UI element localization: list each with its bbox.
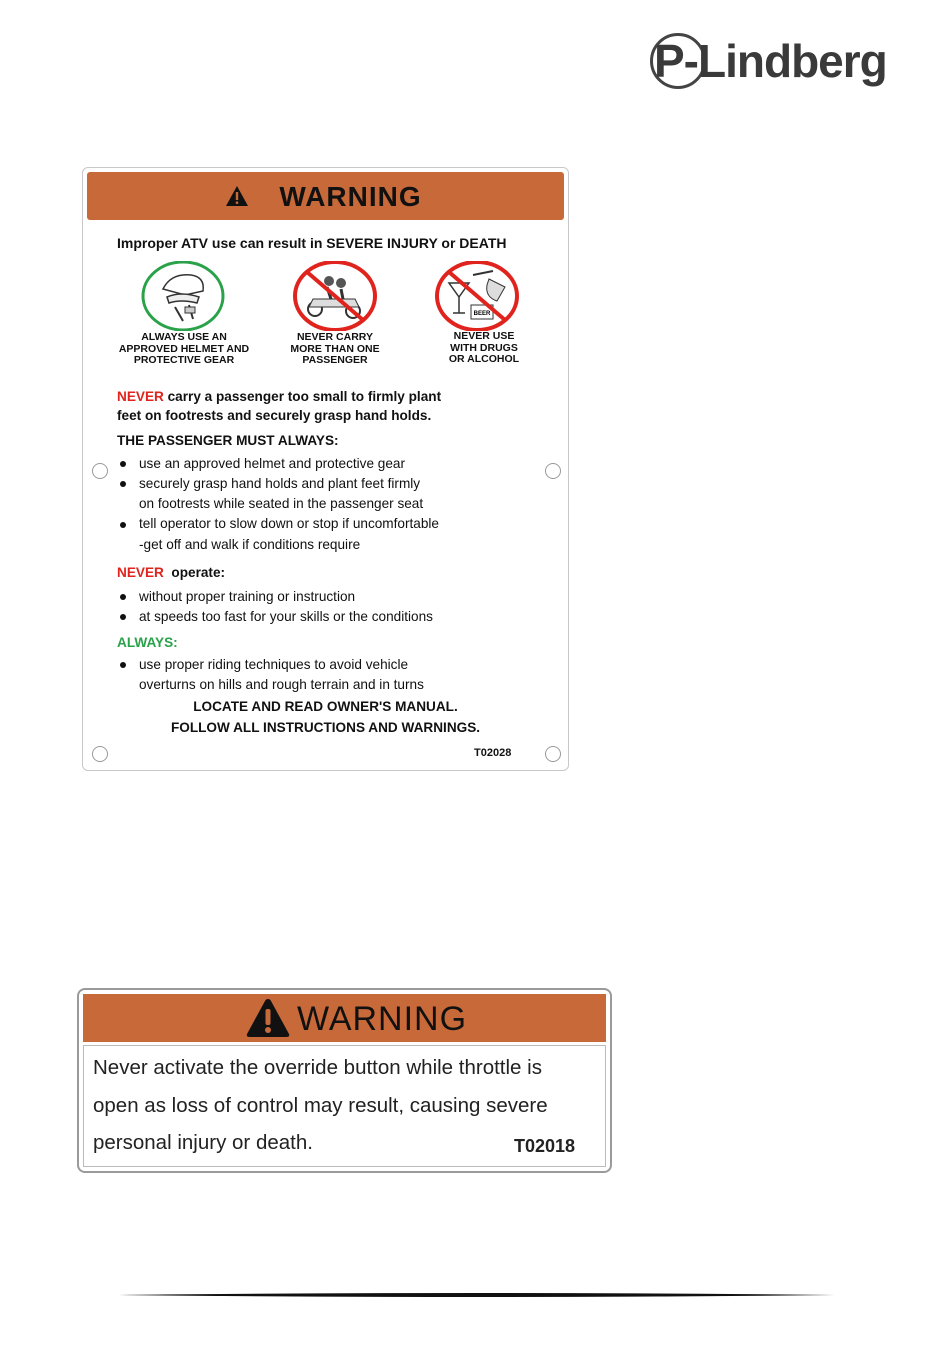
passenger-item: on footrests while seated in the passenger seat (139, 496, 424, 511)
override-warning-label (77, 988, 612, 1173)
never-carry-line2: feet on footrests and securely grasp hand holds. (117, 408, 432, 423)
no-drugs-alcohol-icon (435, 261, 519, 331)
intro-text: Improper ATV use can result in SEVERE INJURY or DEATH (117, 235, 507, 251)
footer-divider (119, 1293, 835, 1297)
pictogram-caption: NEVER USE WITH DRUGS OR ALCOHOL (448, 330, 520, 366)
warning-header (87, 172, 564, 220)
passenger-heading: THE PASSENGER MUST ALWAYS: (117, 433, 339, 448)
bullet (120, 662, 126, 668)
mount-hole (92, 746, 108, 762)
always-item: use proper riding techniques to avoid vehicle (139, 657, 409, 672)
closing-line: LOCATE AND READ OWNER'S MANUAL. (193, 699, 458, 714)
bullet (120, 522, 126, 528)
operate-item: without proper training or instruction (139, 589, 356, 604)
pictogram-caption: ALWAYS USE AN APPROVED HELMET AND PROTECTIVE GEAR (118, 331, 250, 367)
helmet-gear-icon (141, 261, 225, 331)
warning-triangle-icon (245, 997, 291, 1039)
always-item: overturns on hills and rough terrain and in turns (139, 677, 424, 692)
bullet (120, 481, 126, 487)
warning-header (83, 994, 606, 1042)
atv-warning-label (82, 167, 569, 771)
label-code: T02028 (474, 747, 512, 759)
warning-line: Never activate the override button while throttle is (93, 1056, 542, 1079)
mount-hole (545, 463, 561, 479)
mount-hole (545, 746, 561, 762)
no-passengers-icon (293, 261, 377, 331)
bullet (120, 614, 126, 620)
never-operate-heading: NEVER operate: (117, 565, 226, 580)
warning-line: personal injury or death. (93, 1131, 313, 1154)
never-carry-line: NEVER carry a passenger too small to firmly plant (117, 389, 442, 404)
always-heading: ALWAYS: (117, 635, 178, 650)
beer-text: BEER (473, 311, 491, 317)
warning-line: open as loss of control may result, causing severe (93, 1094, 548, 1117)
label-code: T02018 (514, 1136, 576, 1156)
bullet (120, 594, 126, 600)
p-lindberg-logo (648, 30, 898, 100)
operate-item: at speeds too fast for your skills or the conditions (139, 609, 433, 624)
passenger-item: use an approved helmet and protective gear (139, 456, 406, 471)
closing-line: FOLLOW ALL INSTRUCTIONS AND WARNINGS. (170, 720, 481, 735)
mount-hole (92, 463, 108, 479)
passenger-item: tell operator to slow down or stop if uncomfortable (139, 516, 439, 531)
warning-title: WARNING (279, 181, 422, 212)
bullet (120, 461, 126, 467)
passenger-item: securely grasp hand holds and plant feet firmly (139, 476, 421, 491)
warning-title: WARNING (297, 1000, 468, 1038)
passenger-item: -get off and walk if conditions require (139, 537, 361, 552)
pictogram-caption: NEVER CARRY MORE THAN ONE PASSENGER (290, 331, 380, 367)
logo-wordmark: P-Lindberg (654, 35, 887, 87)
